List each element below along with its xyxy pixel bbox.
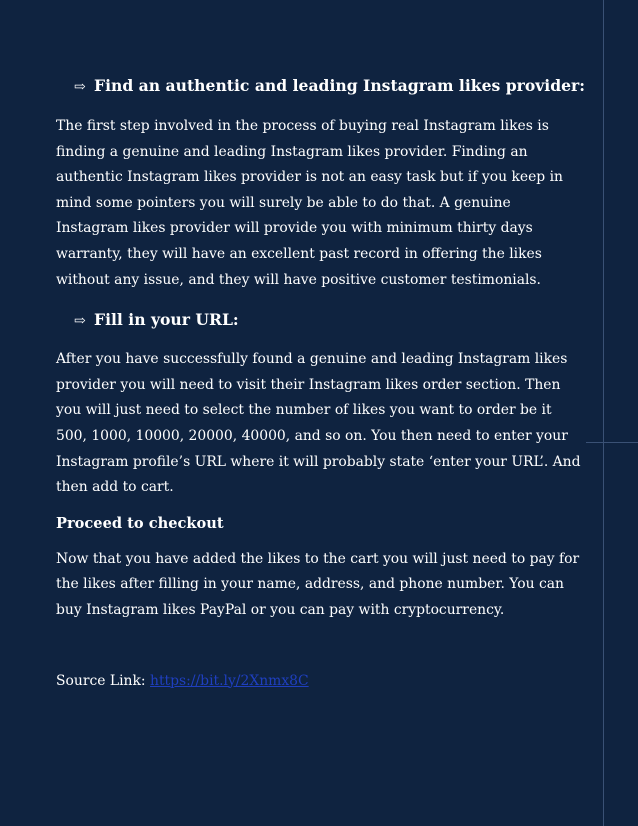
page-edge-line xyxy=(603,0,604,826)
paragraph-find-provider: The first step involved in the process of buying real Instagram likes is finding a genuine and leading Instagram likes provider. Finding an authentic Instagram likes provider is not an easy task but if you keep in mind some pointers you will surely be able to do that. A genuine Instagram likes provider will provide you with minimum thirty days warranty, they will have an excellent past record in offering the likes without any issue, and they will have positive customer testimonials. xyxy=(56,118,564,288)
section-heading-fill-url xyxy=(56,307,586,334)
section-heading-text: Fill in your URL: xyxy=(94,310,239,330)
section-heading-text: Find an authentic and leading Instagram likes provider: xyxy=(94,76,585,95)
paragraph-fill-url: After you have successfully found a genuine and leading Instagram likes provider you will need to visit their Instagram likes order section. Then you will just need to select the number of likes you want to order be it 500, 1000, 10000, 20000, 40000, and so on. You then need to enter your Instagram profile’s URL where it will probably state ‘enter your URL’. And then add to cart. xyxy=(56,351,581,496)
source-label: Source Link: xyxy=(56,672,146,689)
arrow-right-icon: ⇨ xyxy=(74,313,86,330)
document-content xyxy=(56,73,586,694)
source-line xyxy=(56,668,586,694)
margin-rule xyxy=(586,442,638,443)
arrow-right-icon: ⇨ xyxy=(74,79,86,95)
section-heading-find-provider xyxy=(56,73,586,100)
source-link[interactable]: https://bit.ly/2Xnmx8C xyxy=(150,672,309,689)
section-heading-checkout: Proceed to checkout xyxy=(56,514,224,532)
paragraph-checkout: Now that you have added the likes to the cart you will just need to pay for the likes after filling in your name, address, and phone number. You can buy Instagram likes PayPal or you can pay with cryptocurrency. xyxy=(56,550,580,618)
